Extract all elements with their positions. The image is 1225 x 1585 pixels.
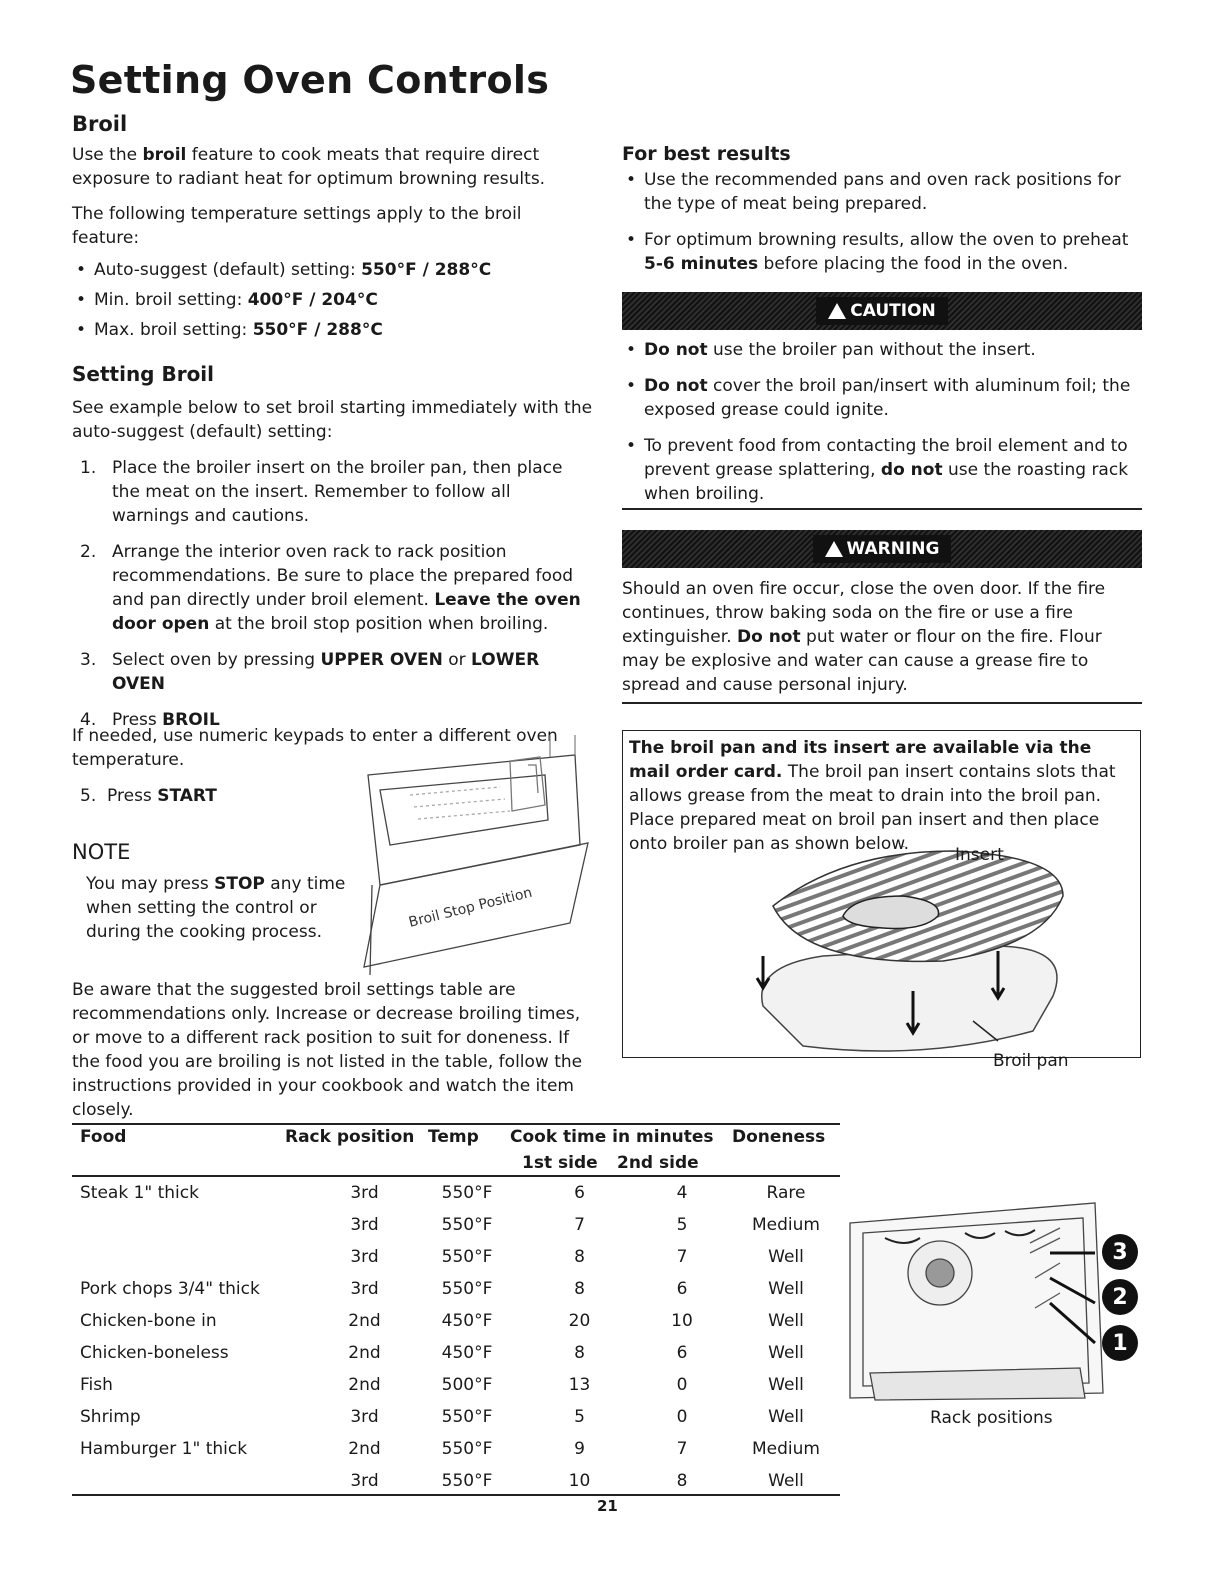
first-side-cell: 8 (574, 1343, 585, 1363)
table-row (72, 1305, 840, 1337)
col-second-side: 2nd side (617, 1153, 699, 1173)
note-text: You may press STOP any time when setting the control or during the cooking process. (86, 874, 346, 942)
temp-cell: 550°F (441, 1215, 493, 1235)
step-5: 5. Press START (80, 786, 217, 806)
doneness-cell: Well (768, 1375, 804, 1395)
setting-min: • Min. broil setting: 400°F / 204°C (72, 288, 572, 312)
table-row (72, 1241, 840, 1273)
temp-cell: 500°F (441, 1375, 493, 1395)
col-rack-position: Rack position (285, 1127, 415, 1147)
first-side-cell: 5 (574, 1407, 585, 1427)
best-result-1: • Use the recommended pans and oven rack positions for the type of meat being prepared. (622, 168, 1142, 216)
table-row (72, 1401, 840, 1433)
second-side-cell: 10 (671, 1311, 693, 1331)
rack-badge-2: 2 (1102, 1279, 1138, 1315)
food-cell (72, 1209, 322, 1241)
temp-cell: 450°F (441, 1343, 493, 1363)
doneness-cell: Well (768, 1247, 804, 1267)
table-row (72, 1337, 840, 1369)
rack-cell: 3rd (350, 1215, 379, 1235)
table-row (72, 1177, 840, 1209)
warning-text: Should an oven fire occur, close the oven door. If the fire continues, throw baking soda on the fire or use a fire extinguisher. Do not put water or flour on the fire. Flour may be explosive and water can cause a grease fire to spread and cause personal injury. (622, 579, 1106, 695)
table-row (72, 1209, 840, 1241)
step-4: 4. Press BROIL (80, 710, 220, 730)
first-side-cell: 8 (574, 1247, 585, 1267)
second-side-cell: 0 (676, 1375, 688, 1395)
caution-list (622, 338, 1142, 506)
table-top-rule (72, 1123, 840, 1125)
caution-item-3: • To prevent food from contacting the broil element and to prevent grease splattering, do not use the roasting rack when broiling. (622, 434, 1142, 506)
second-side-cell: 0 (676, 1407, 688, 1427)
rack-cell: 2nd (348, 1375, 381, 1395)
page-title: Setting Oven Controls (70, 58, 550, 102)
mail-order-text: The broil pan and its insert are available via the mail order card. The broil pan insert contains slots that allows grease from the meat to drain into the broil pan. Place prepared meat on broil pan insert and then place onto broiler pan as shown below. (629, 738, 1116, 854)
doneness-cell: Well (768, 1471, 804, 1491)
second-side-cell: 5 (676, 1215, 688, 1235)
food-cell: Fish (80, 1375, 113, 1395)
aware-text: Be aware that the suggested broil settings table are recommendations only. Increase or decrease broiling times, or move to a different rack position to suit for doneness. If the food you are broiling is not listed in the table, follow the instructions provided in your cookbook and watch the item closely. (72, 980, 583, 1120)
broil-stop-label: Broil Stop Position (407, 884, 534, 931)
food-cell: Hamburger 1" thick (80, 1439, 248, 1459)
second-side-cell: 7 (676, 1247, 688, 1267)
warning-triangle-icon (825, 541, 843, 557)
note-heading: NOTE (72, 840, 131, 864)
first-side-cell: 6 (574, 1183, 585, 1203)
food-cell (72, 1241, 322, 1273)
caution-banner (622, 292, 1142, 330)
table-row (72, 1465, 840, 1497)
first-side-cell: 20 (568, 1311, 591, 1331)
doneness-cell: Medium (752, 1215, 820, 1235)
second-side-cell: 4 (676, 1183, 688, 1203)
temp-cell: 450°F (441, 1311, 493, 1331)
first-side-cell: 8 (574, 1279, 585, 1299)
food-cell (72, 1465, 322, 1497)
rack-cell: 3rd (350, 1247, 379, 1267)
temp-cell: 550°F (441, 1247, 493, 1267)
broil-pan-label: Broil pan (993, 1051, 1069, 1071)
temp-cell: 550°F (441, 1439, 493, 1459)
table-row (72, 1273, 840, 1305)
second-side-cell: 6 (676, 1343, 688, 1363)
food-cell: Steak 1" thick (80, 1183, 199, 1203)
first-side-cell: 10 (568, 1471, 591, 1491)
rack-cell: 2nd (348, 1311, 381, 1331)
caution-item-1: • Do not use the broiler pan without the insert. (622, 338, 1142, 362)
rack-cell: 2nd (348, 1439, 381, 1459)
caution-label: CAUTION (850, 301, 936, 321)
doneness-cell: Well (768, 1407, 804, 1427)
step-1: 1. Place the broiler insert on the broiler pan, then place the meat on the insert. Remember to follow all warnings and cautions. (80, 458, 563, 526)
setting-broil-heading: Setting Broil (72, 362, 215, 386)
doneness-cell: Well (768, 1343, 804, 1363)
rack-positions-illustration (845, 1198, 1140, 1403)
setting-broil-intro: See example below to set broil starting immediately with the auto-suggest (default) setting: (72, 398, 593, 442)
temp-cell: 550°F (441, 1407, 493, 1427)
first-side-cell: 13 (568, 1375, 591, 1395)
second-side-cell: 6 (676, 1279, 688, 1299)
best-result-2: • For optimum browning results, allow the oven to preheat 5-6 minutes before placing the food in the oven. (622, 228, 1142, 276)
table-bottom-rule (72, 1494, 840, 1496)
settings-intro: The following temperature settings apply to the broil feature: (72, 204, 522, 248)
temp-cell: 550°F (441, 1279, 493, 1299)
rack-cell: 3rd (350, 1407, 379, 1427)
food-cell: Shrimp (80, 1407, 141, 1427)
rack-cell: 3rd (350, 1471, 379, 1491)
caution-item-2: • Do not cover the broil pan/insert with aluminum foil; the exposed grease could ignite. (622, 374, 1142, 422)
col-first-side: 1st side (522, 1153, 598, 1173)
setting-max: • Max. broil setting: 550°F / 288°C (72, 318, 572, 342)
broil-stop-illustration (350, 735, 600, 975)
keypad-note: If needed, use numeric keypads to enter a different oven temperature. (72, 726, 558, 770)
rack-badge-3: 3 (1102, 1234, 1138, 1270)
col-temp: Temp (428, 1127, 479, 1147)
table-row (72, 1433, 840, 1465)
rack-positions-caption: Rack positions (930, 1408, 1053, 1428)
rack-cell: 3rd (350, 1183, 379, 1203)
food-cell: Pork chops 3/4" thick (80, 1279, 260, 1299)
first-side-cell: 7 (574, 1215, 585, 1235)
doneness-cell: Rare (766, 1183, 806, 1203)
first-side-cell: 9 (574, 1439, 585, 1459)
warning-label: WARNING (846, 539, 940, 559)
doneness-cell: Well (768, 1311, 804, 1331)
col-doneness: Doneness (732, 1127, 826, 1147)
step-2: 2. Arrange the interior oven rack to rack position recommendations. Be sure to place the prepared food and pan directly under broil element. Leave the oven door open at the broil stop position when broiling. (80, 542, 581, 634)
broil-settings-table (72, 1177, 840, 1497)
broil-pan-illustration (743, 846, 1083, 1056)
warning-triangle-icon (828, 303, 846, 319)
mail-order-box (622, 730, 1141, 1071)
caution-divider (622, 508, 1142, 510)
table-row (72, 1369, 840, 1401)
setting-auto: • Auto-suggest (default) setting: 550°F / 288°C (72, 258, 572, 282)
col-food: Food (80, 1127, 127, 1147)
food-cell: Chicken-bone in (80, 1311, 217, 1331)
rack-badge-1: 1 (1102, 1325, 1138, 1361)
doneness-cell: Well (768, 1279, 804, 1299)
best-results-heading: For best results (622, 143, 791, 165)
best-results-list (622, 168, 1142, 276)
broil-intro: Use the broil feature to cook meats that require direct exposure to radiant heat for optimum browning results. (72, 145, 546, 189)
rack-cell: 3rd (350, 1279, 379, 1299)
broil-settings-list (72, 258, 572, 342)
doneness-cell: Medium (752, 1439, 820, 1459)
second-side-cell: 8 (676, 1471, 688, 1491)
second-side-cell: 7 (676, 1439, 688, 1459)
insert-label: Insert (955, 845, 1004, 865)
broil-heading: Broil (72, 112, 128, 136)
rack-cell: 2nd (348, 1343, 381, 1363)
temp-cell: 550°F (441, 1471, 493, 1491)
warning-banner (622, 530, 1142, 568)
temp-cell: 550°F (441, 1183, 493, 1203)
broil-steps (72, 456, 582, 732)
warning-divider (622, 702, 1142, 704)
page-number: 21 (597, 1497, 618, 1515)
step-3: 3. Select oven by pressing UPPER OVEN or LOWER OVEN (80, 650, 540, 694)
food-cell: Chicken-boneless (80, 1343, 229, 1363)
col-cook-time: Cook time in minutes (510, 1127, 714, 1147)
